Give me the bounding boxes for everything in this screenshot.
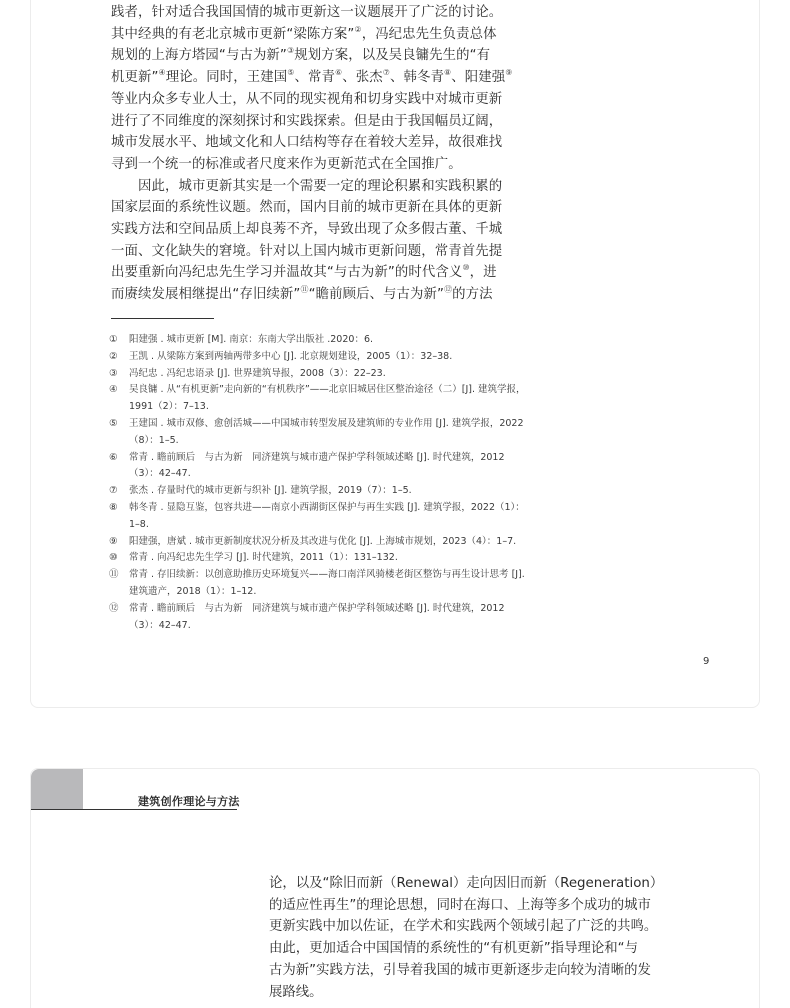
footnote-item	[109, 483, 529, 500]
text-line: 因此，城市更新其实是一个需要一定的理论积累和实践积累的	[138, 178, 503, 194]
footnote-number: ⑩	[109, 552, 118, 564]
footnote-item	[109, 534, 529, 551]
text-line: 规划的上海方塔园“与古为新”	[111, 48, 287, 64]
text-line: 展路线。	[269, 984, 323, 1000]
text-line: ，进	[469, 265, 497, 281]
chapter-tab	[31, 769, 83, 809]
footnote-text: 常青 . 存旧续新：以创意助推历史环境复兴——海口南洋风骑楼老街区整饬与再生设计思考 [J]. 建筑遗产，2018（1）：1–12.	[129, 569, 525, 597]
text-line: 城市发展水平、地域文化和人口结构等存在着较大差异，故很难找	[111, 135, 503, 151]
text-line: 的适应性再生”的理论思想，同时在海口、上海等多个成功的城市	[269, 897, 651, 913]
footnote-text: 冯纪忠 . 冯纪忠语录 [J]. 世界建筑导报，2008（3）：22–23.	[129, 367, 386, 379]
footnote-ref: ⑧	[444, 68, 452, 78]
text-line: 的方法	[452, 287, 493, 303]
footnote-item	[109, 416, 529, 450]
footnote-ref: ⑩	[462, 263, 470, 273]
header-rule	[31, 809, 237, 810]
text-line: 论，以及“除旧而新（Renewal）走向因旧而新（Regeneration）	[269, 876, 664, 891]
footnote-number: ⑨	[109, 535, 118, 547]
body-text	[269, 873, 685, 1003]
footnote-number: ⑪	[109, 569, 119, 581]
text-line: 国家层面的系统性议题。然而，国内目前的城市更新在具体的更新	[111, 200, 503, 216]
footnote-number: ⑥	[109, 451, 118, 463]
text-line: ，冯纪忠先生负责总体	[361, 26, 497, 42]
footnote-text: 吴良镛 . 从“有机更新”走向新的“有机秩序”——北京旧城居住区整治途径（二）[J]. 建筑学报，1991（2）：7–13.	[129, 384, 526, 413]
footnote-item	[109, 382, 529, 416]
text-line: 、张杰	[342, 70, 383, 86]
footnote-number: ⑦	[109, 485, 118, 497]
body-text	[111, 2, 523, 306]
footnote-text: 阳建强，唐斌 . 城市更新制度状况分析及其改进与优化 [J]. 上海城市规划，2023（4）：1–7.	[129, 535, 517, 547]
text-line: 机更新”	[111, 70, 159, 86]
footnote-text: 常青 . 瞻前顾后 与古为新 同济建筑与城市遗产保护学科领域述略 [J]. 时代建筑，2012（3）：42–47.	[129, 602, 505, 631]
text-line: 进行了不同维度的深刻探讨和实践探索。但是由于我国幅员辽阔，	[111, 113, 503, 129]
book-page-10	[30, 768, 760, 1008]
footnote-ref: ⑥	[334, 68, 343, 78]
footnote-text: 韩冬青 . 显隐互鉴，包容共进——南京小西湖街区保护与再生实践 [J]. 建筑学报，2022（1）：1–8.	[129, 501, 525, 530]
footnote-ref: ③	[286, 46, 295, 56]
text-line: 、常青	[294, 70, 335, 86]
footnote-item	[109, 567, 529, 601]
footnote-item	[109, 349, 529, 366]
text-line: “瞻前顾后、与古为新”	[308, 287, 445, 303]
text-line: 其中经典的有老北京城市更新“梁陈方案”	[111, 26, 355, 42]
footnote-item	[109, 500, 529, 534]
text-line: 践者，针对适合我国国情的城市更新这一议题展开了广泛的讨论。	[111, 5, 503, 20]
text-line: 、阳建强	[451, 70, 506, 86]
footnote-text: 常青 . 向冯纪忠先生学习 [J]. 时代建筑，2011（1）：131–132.	[129, 552, 398, 564]
footnote-divider	[111, 318, 214, 319]
text-line: 寻到一个统一的标准或者尺度来作为更新范式在全国推广。	[111, 156, 462, 172]
book-page-9	[30, 0, 760, 708]
footnote-ref: ⑤	[287, 68, 295, 78]
paragraph	[111, 176, 523, 306]
text-line: 由此，更加适合中国国情的系统性的“有机更新”指导理论和“与	[269, 941, 638, 957]
footnote-text: 王建国 . 城市双修、愈创活城——中国城市转型发展及建筑师的专业作用 [J]. 建筑学报，2022（8）：1–5.	[129, 417, 524, 446]
text-line: 规划方案，以及吴良镛先生的“有	[294, 48, 491, 64]
footnote-item	[109, 332, 529, 349]
text-line: 出要重新向冯纪忠先生学习并温故其“与古为新”的时代含义	[111, 265, 463, 281]
footnote-ref: ⑫	[444, 285, 453, 295]
page-number: 9	[703, 656, 710, 667]
footnote-text: 张杰 . 存量时代的城市更新与织补 [J]. 建筑学报，2019（7）：1–5.	[129, 485, 412, 497]
paragraph	[111, 2, 523, 176]
footnote-number: ③	[109, 367, 118, 379]
footnote-text: 常青 . 瞻前顾后 与古为新 同济建筑与城市遗产保护学科领域述略 [J]. 时代建筑，2012（3）：42–47.	[129, 451, 505, 480]
footnote-text: 阳建强 . 城市更新 [M]. 南京：东南大学出版社 .2020：6.	[129, 334, 374, 345]
paragraph	[269, 873, 685, 1003]
footnote-number: ①	[109, 334, 118, 345]
text-line: 实践方法和空间品质上却良莠不齐，导致出现了众多假古董、千城	[111, 222, 503, 238]
text-line: 一面、文化缺失的窘境。针对以上国内城市更新问题，常青首先提	[111, 243, 503, 259]
text-line: 、韩冬青	[390, 70, 444, 86]
text-line: 古为新”实践方法，引导着我国的城市更新逐步走向较为清晰的发	[269, 962, 651, 978]
footnote-item	[109, 601, 529, 635]
footnote-number: ④	[109, 384, 118, 396]
footnote-item	[109, 450, 529, 484]
footnote-number: ⑧	[109, 501, 118, 513]
footnote-text: 王凯 . 从梁陈方案到两轴两带多中心 [J]. 北京规划建设，2005（1）：32–38.	[129, 350, 453, 362]
footnote-ref: ⑪	[300, 285, 309, 295]
text-line: 等业内众多专业人士，从不同的现实视角和切身实践中对城市更新	[111, 91, 503, 107]
text-line: 更新实践中加以佐证，在学术和实践两个领域引起了广泛的共鸣。	[269, 919, 658, 935]
footnote-item	[109, 366, 529, 383]
footnote-number: ⑤	[109, 417, 118, 429]
footnote-list	[109, 332, 529, 634]
text-line: 理论。同时，王建国	[165, 70, 288, 86]
text-line: 而赓续发展相继提出“存旧续新”	[111, 287, 301, 303]
footnote-number: ⑫	[109, 602, 119, 614]
footnote-ref: ④	[158, 68, 166, 78]
footnote-item	[109, 550, 529, 567]
footnote-number: ②	[109, 350, 118, 362]
footnote-ref: ⑦	[382, 68, 391, 78]
footnote-ref: ⑨	[505, 68, 513, 78]
footnote-ref: ②	[354, 24, 362, 34]
running-head: 建筑创作理论与方法	[138, 795, 240, 808]
